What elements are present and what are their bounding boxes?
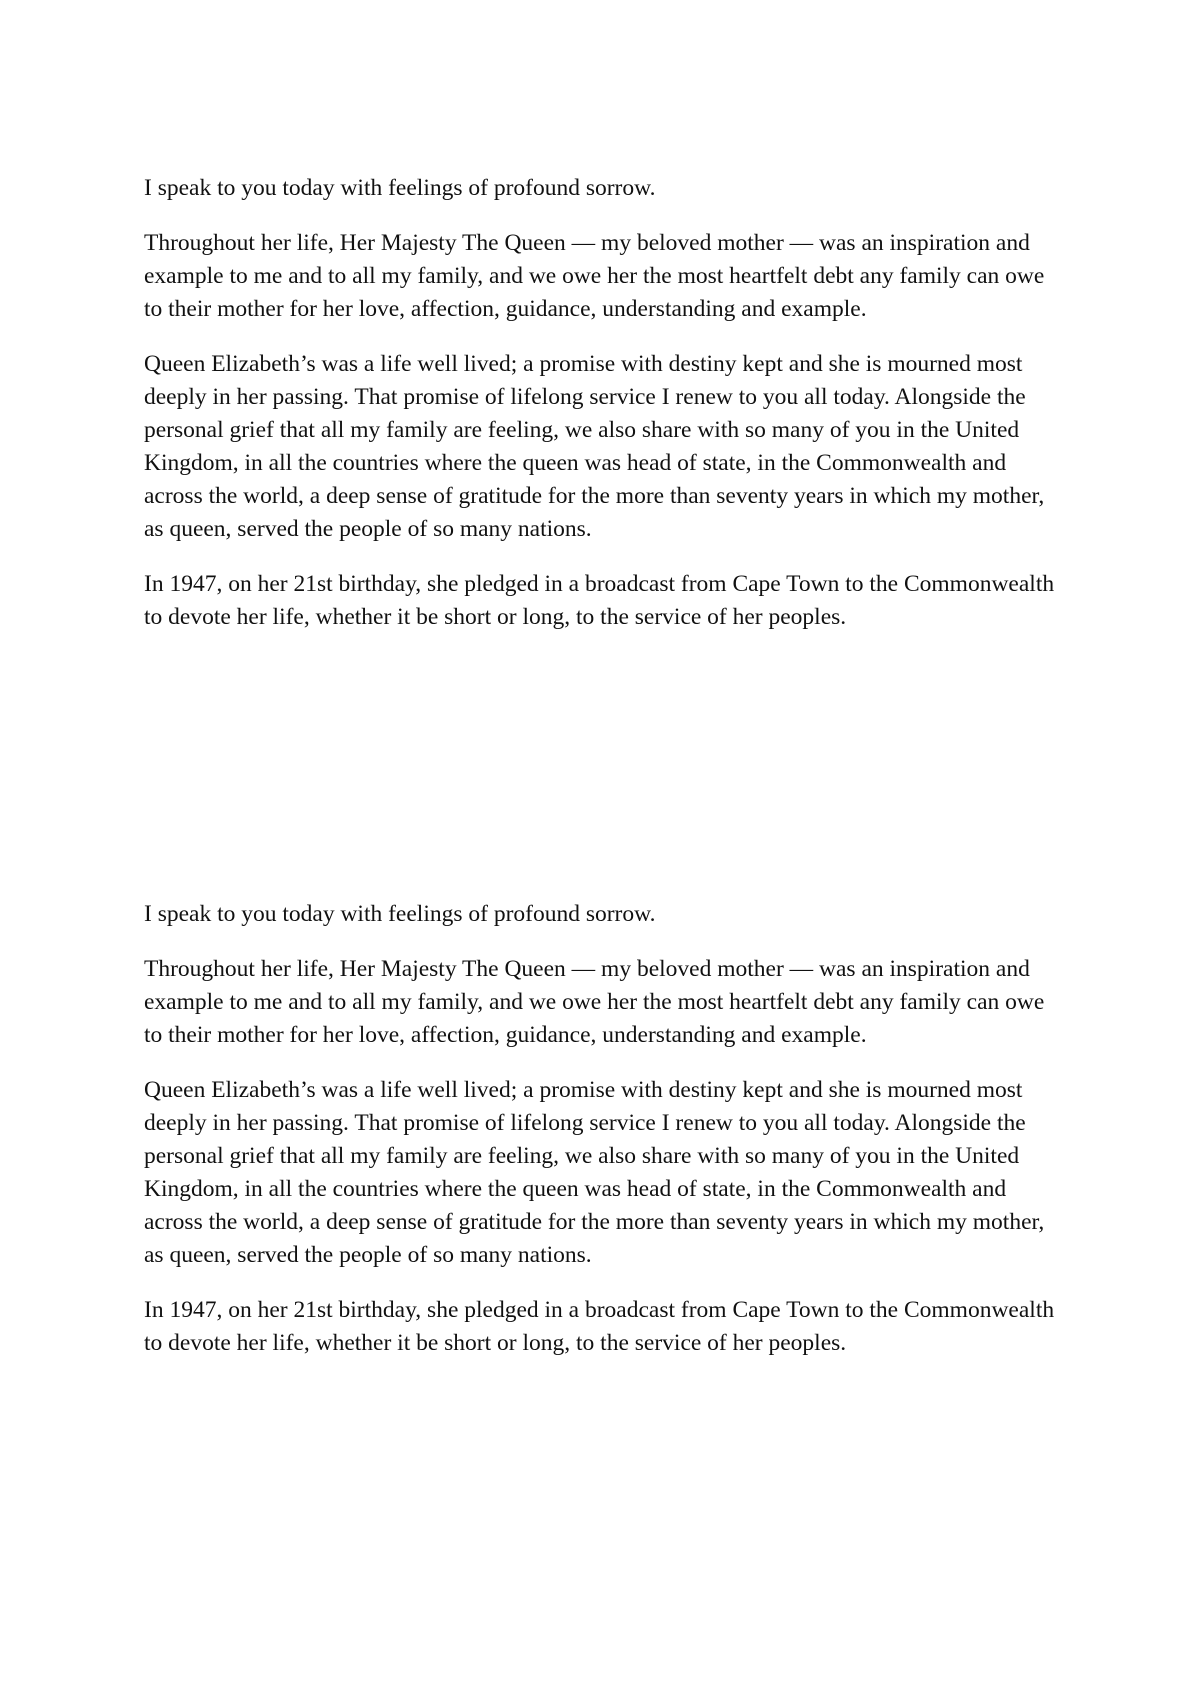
paragraph-life-well-lived: Queen Elizabeth’s was a life well lived; a promise with destiny kept and she is mourned most deeply in her passing. That promise of lifelong service I renew to you all today. Alongside the personal grief that all my family are feeling, we also share with so many of you in the United Kingdom, in all the countries where the queen was head of state, in the Commonwealth and across the world, a deep sense of gratitude for the more than seventy years in which my mother, as queen, served the people of so many nations. [144,351,1045,542]
paragraph-tribute: Throughout her life, Her Majesty The Queen — my beloved mother — was an inspiration and example to me and to all my family, and we owe her the most heartfelt debt any family can owe to their mother for her love, affection, guidance, understanding and example. [144,230,1045,322]
text-section-second [144,898,1064,1382]
paragraph-opening: I speak to you today with feelings of profound sorrow. [144,901,656,927]
text-section-first [144,172,1064,656]
paragraph-1947-pledge: In 1947, on her 21st birthday, she pledged in a broadcast from Cape Town to the Commonwealth to devote her life, whether it be short or long, to the service of her peoples. [144,1297,1055,1356]
paragraph-opening: I speak to you today with feelings of profound sorrow. [144,175,656,201]
paragraph-1947-pledge: In 1947, on her 21st birthday, she pledged in a broadcast from Cape Town to the Commonwealth to devote her life, whether it be short or long, to the service of her peoples. [144,571,1055,630]
paragraph-life-well-lived: Queen Elizabeth’s was a life well lived; a promise with destiny kept and she is mourned most deeply in her passing. That promise of lifelong service I renew to you all today. Alongside the personal grief that all my family are feeling, we also share with so many of you in the United Kingdom, in all the countries where the queen was head of state, in the Commonwealth and across the world, a deep sense of gratitude for the more than seventy years in which my mother, as queen, served the people of so many nations. [144,1077,1045,1268]
paragraph-tribute: Throughout her life, Her Majesty The Queen — my beloved mother — was an inspiration and example to me and to all my family, and we owe her the most heartfelt debt any family can owe to their mother for her love, affection, guidance, understanding and example. [144,956,1045,1048]
